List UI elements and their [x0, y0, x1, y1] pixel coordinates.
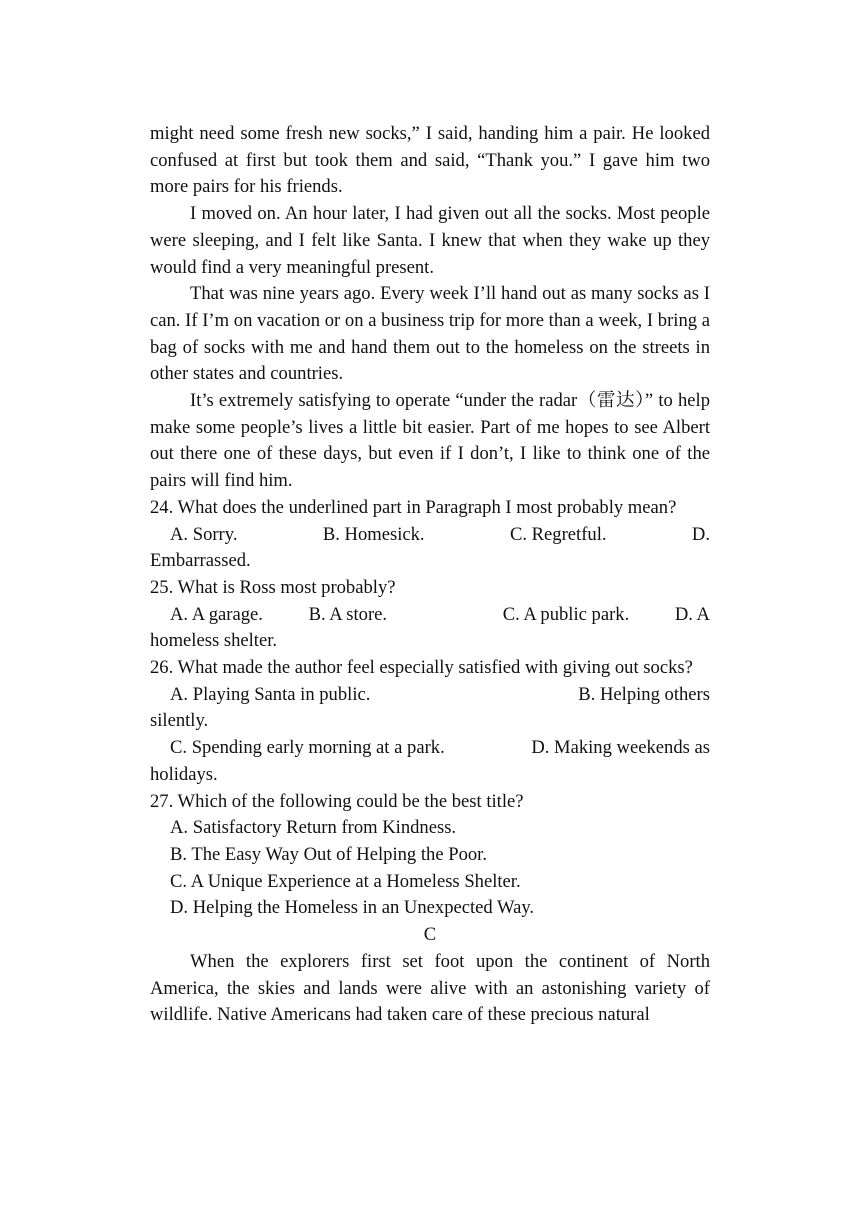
question-25-options [150, 602, 710, 655]
question-26-option-a: A. Playing Santa in public. [170, 683, 371, 705]
section-heading-c: C [423, 924, 437, 946]
question-26-stem: 26. What made the author feel especially satisfied with giving out socks? [150, 657, 693, 679]
question-25-stem: 25. What is Ross most probably? [150, 576, 396, 598]
paragraph-moved-on: I moved on. An hour later, I had given out all the socks. Most people were sleeping, and I felt like Santa. I knew that when they wake up they would find a very meaningful present. [150, 203, 710, 278]
question-24-option-d-continued: Embarrassed. [150, 550, 251, 572]
question-26-option-d-continued: holidays. [150, 763, 218, 785]
paragraph-continuation: might need some fresh new socks,” I said, handing him a pair. He looked confused at first but took them and said, “Thank you.” I gave him two more pairs for his friends. [150, 123, 710, 198]
question-25-option-c: C. A public park. [502, 603, 630, 625]
question-27-option-d: D. Helping the Homeless in an Unexpected Way. [170, 897, 535, 919]
question-26-options [150, 682, 710, 789]
question-27-option-b: B. The Easy Way Out of Helping the Poor. [170, 843, 487, 865]
question-26-option-c: C. Spending early morning at a park. [170, 737, 445, 759]
question-25-option-d: D. A [674, 603, 710, 625]
question-24-option-a: A. Sorry. [170, 523, 238, 545]
question-27-option-a: A. Satisfactory Return from Kindness. [170, 817, 457, 839]
question-26-option-b: B. Helping others [578, 683, 710, 705]
question-24-options [150, 522, 710, 575]
question-24-option-c: C. Regretful. [509, 523, 607, 545]
question-25-option-d-continued: homeless shelter. [150, 630, 278, 652]
question-27-option-c: C. A Unique Experience at a Homeless Shelter. [170, 870, 521, 892]
paragraph-under-the-radar: It’s extremely satisfying to operate “under the radar（雷达）” to help make some people’s lives a little bit easier. Part of me hopes to see Albert out there one of these days, but even if I don’t, I like to think one of the pairs will find him. [150, 390, 710, 492]
question-26-option-b-continued: silently. [150, 710, 209, 732]
document-page [150, 121, 710, 1029]
question-24-option-d: D. [691, 523, 710, 545]
question-24-option-b: B. Homesick. [322, 523, 425, 545]
question-25-option-b: B. A store. [308, 603, 388, 625]
question-24-stem: 24. What does the underlined part in Paragraph I most probably mean? [150, 496, 677, 518]
paragraph-nine-years-ago: That was nine years ago. Every week I’ll hand out as many socks as I can. If I’m on vacation or on a business trip for more than a week, I bring a bag of socks with me and hand them out to the homeless on the streets in other states and countries. [150, 283, 710, 385]
question-26-option-d: D. Making weekends as [531, 737, 710, 759]
question-25-option-a: A. A garage. [170, 603, 263, 625]
question-27-stem: 27. Which of the following could be the best title? [150, 790, 524, 812]
section-c-paragraph: When the explorers first set foot upon the continent of North America, the skies and lands were alive with an astonishing variety of wildlife. Native Americans had taken care of these precious natural [150, 950, 710, 1026]
